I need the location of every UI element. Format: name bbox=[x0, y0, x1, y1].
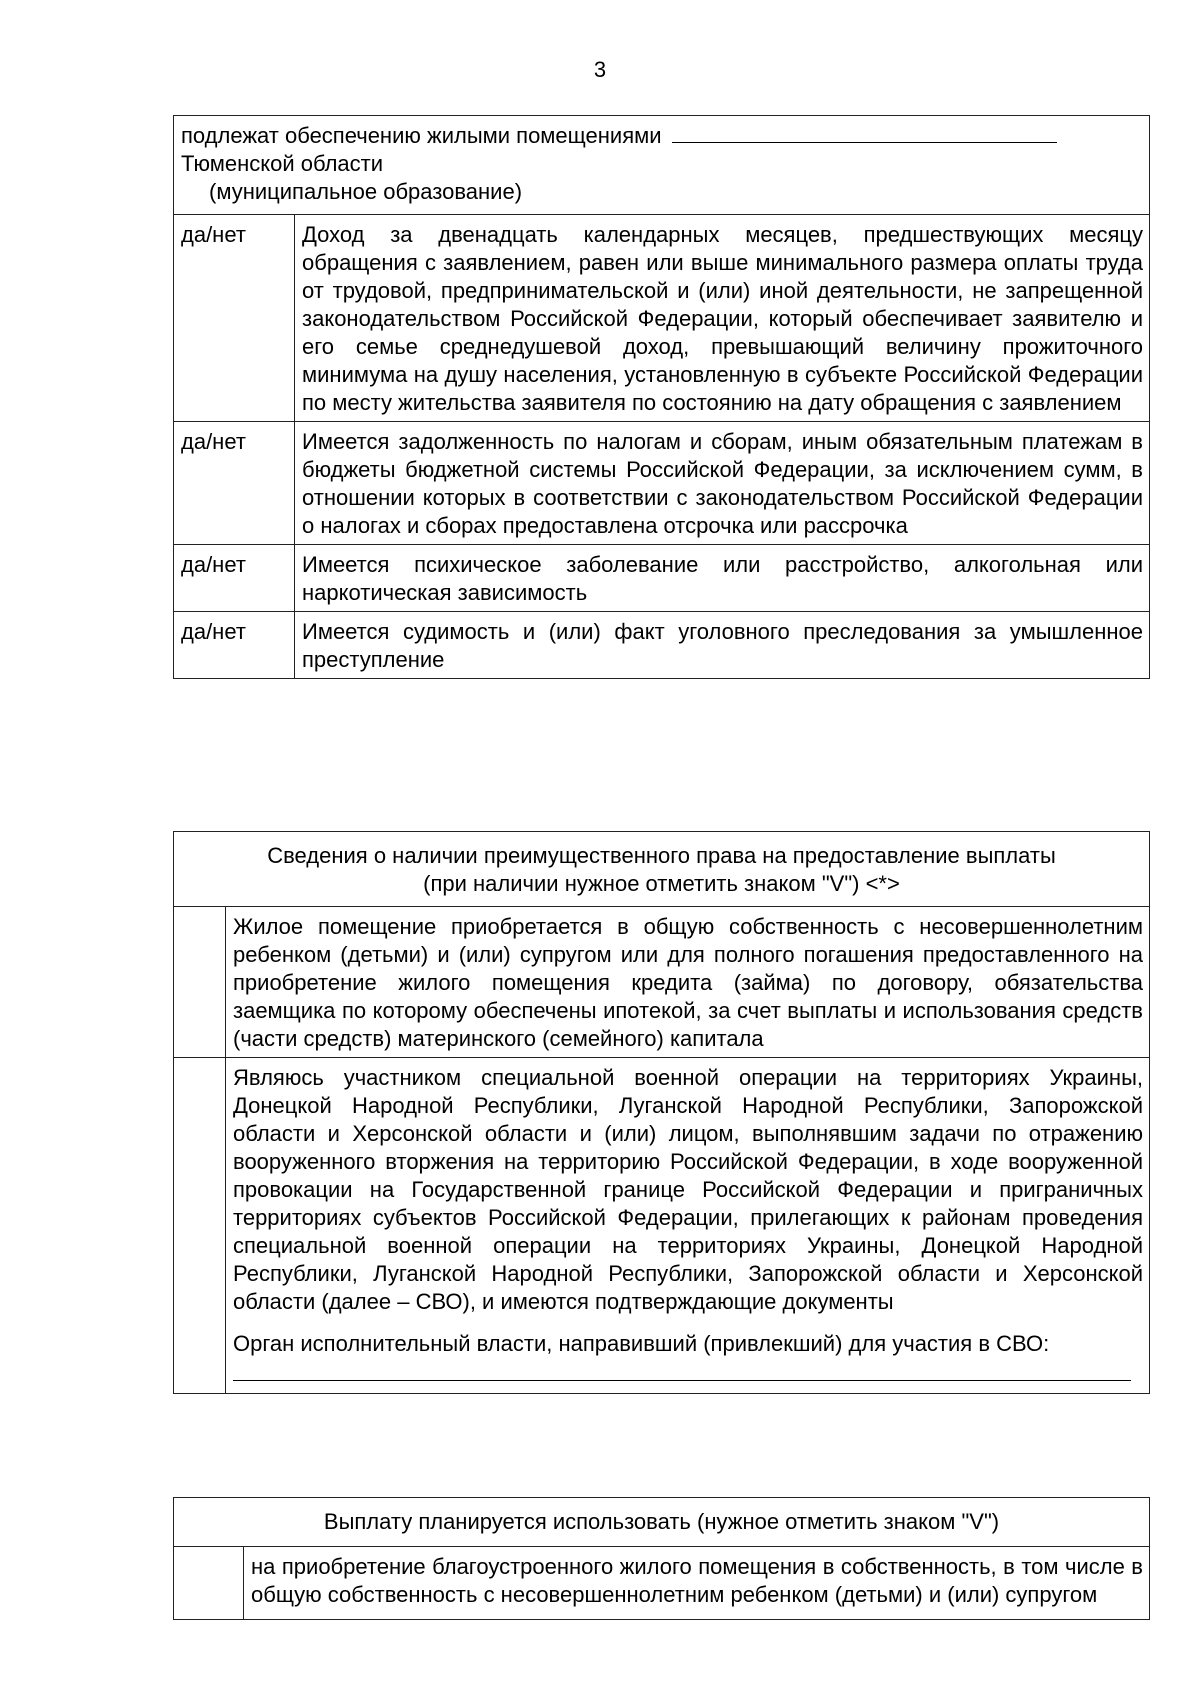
table-row bbox=[174, 1498, 1150, 1547]
yes-no-mark[interactable]: да/нет bbox=[174, 612, 295, 679]
priority-header-line2: (при наличии нужное отметить знаком "V") <*> bbox=[423, 871, 900, 896]
checkbox-cell[interactable] bbox=[174, 1547, 244, 1620]
svo-cell bbox=[226, 1058, 1150, 1394]
priority-header bbox=[174, 832, 1150, 907]
priority-option-text: Являюсь участником специальной военной операции на территориях Украины, Донецкой Народной Республики, Луганской Народной Республики, Запорожской области и Херсонской области и (или) лицом, выполнявшим задачи по отражению вооруженного вторжения на территорию Российской Федерации, в ходе вооруженной провокации на Государственной границе Российской Федерации и приграничных территориях субъектов Российской Федерации, прилегающих к районам проведения специальной военной операции на территориях Украины, Донецкой Народной Республики, Луганской Народной Республики, Запорожской области и Херсонской области (далее – СВО), и имеются подтверждающие документы bbox=[233, 1065, 1143, 1314]
authority-label: Орган исполнительный власти, направивший (привлекший) для участия в СВО: bbox=[233, 1331, 1050, 1356]
table-row bbox=[174, 116, 1150, 215]
payment-usage-table bbox=[173, 1497, 1150, 1620]
usage-option-text: на приобретение благоустроенного жилого помещения в собственность, в том числе в общую собственность с несовершеннолетним ребенком (детьми) и (или) супругом bbox=[244, 1547, 1150, 1620]
checkbox-cell[interactable] bbox=[174, 1058, 226, 1394]
municipality-blank-field[interactable] bbox=[672, 122, 1057, 143]
priority-header-line1: Сведения о наличии преимущественного права на предоставление выплаты bbox=[267, 843, 1056, 868]
housing-criteria-table bbox=[173, 115, 1150, 679]
table-row bbox=[174, 907, 1150, 1058]
table-row bbox=[174, 1547, 1150, 1620]
table-row bbox=[174, 832, 1150, 907]
usage-header: Выплату планируется использовать (нужное отметить знаком "V") bbox=[174, 1498, 1150, 1547]
criterion-text: Имеется психическое заболевание или расстройство, алкогольная или наркотическая зависимость bbox=[295, 545, 1150, 612]
page-number: 3 bbox=[593, 57, 607, 82]
table-row bbox=[174, 612, 1150, 679]
checkbox-cell[interactable] bbox=[174, 907, 226, 1058]
intro-text: подлежат обеспечению жилыми помещениями bbox=[181, 123, 662, 148]
yes-no-mark[interactable]: да/нет bbox=[174, 215, 295, 422]
yes-no-mark[interactable]: да/нет bbox=[174, 422, 295, 545]
municipality-cell bbox=[174, 116, 1150, 215]
municipality-hint: (муниципальное образование) bbox=[209, 179, 523, 204]
criterion-text: Доход за двенадцать календарных месяцев, предшествующих месяцу обращения с заявлением, равен или выше минимального размера оплаты труда от трудовой, предпринимательской и (или) иной деятельности, не запрещенной законодательством Российской Федерации, который обеспечивает заявителю и его семье среднедушевой доход, превышающий величину прожиточного минимума на душу населения, установленную в субъекте Российской Федерации по месту жительства заявителя по состоянию на дату обращения с заявлением bbox=[295, 215, 1150, 422]
priority-right-table bbox=[173, 831, 1150, 1394]
criterion-text: Имеется задолженность по налогам и сборам, иным обязательным платежам в бюджеты бюджетной системы Российской Федерации, за исключением сумм, в отношении которых в соответствии с законодательством Российской Федерации о налогах и сборах предоставлена отсрочка или рассрочка bbox=[295, 422, 1150, 545]
table-row bbox=[174, 422, 1150, 545]
table-row bbox=[174, 545, 1150, 612]
criterion-text: Имеется судимость и (или) факт уголовного преследования за умышленное преступление bbox=[295, 612, 1150, 679]
yes-no-mark[interactable]: да/нет bbox=[174, 545, 295, 612]
authority-blank-field[interactable] bbox=[233, 1358, 1131, 1381]
intro-line bbox=[181, 122, 1143, 150]
region-text: Тюменской области bbox=[181, 151, 384, 176]
table-row bbox=[174, 215, 1150, 422]
table-row bbox=[174, 1058, 1150, 1394]
priority-option-text: Жилое помещение приобретается в общую собственность с несовершеннолетним ребенком (детьми) и (или) супругом или для полного погашения предоставленного на приобретение жилого помещения кредита (займа) по договору, обязательства заемщика по которому обеспечены ипотекой, за счет выплаты и использования средств (части средств) материнского (семейного) капитала bbox=[226, 907, 1150, 1058]
